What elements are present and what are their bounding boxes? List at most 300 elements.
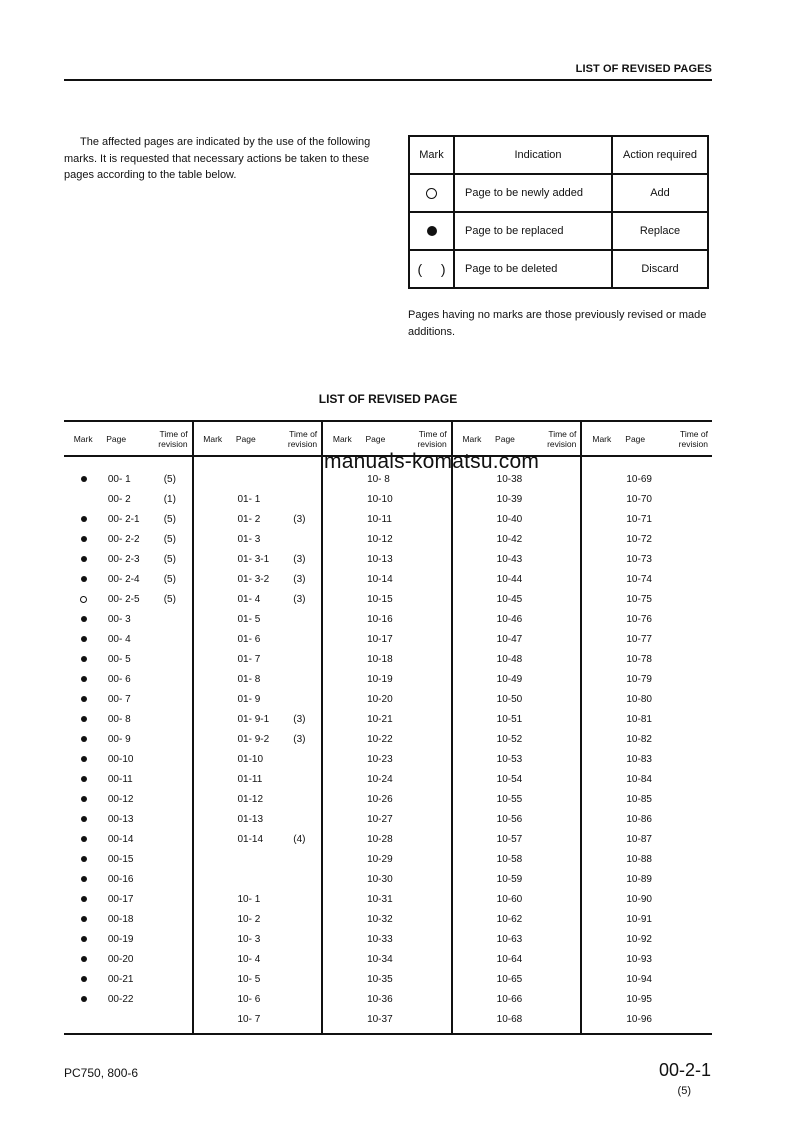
table-row — [323, 829, 451, 849]
table-row — [582, 729, 712, 749]
row-mark — [64, 676, 104, 682]
table-row — [194, 649, 322, 669]
row-mark — [64, 916, 104, 922]
table-row — [64, 989, 192, 1009]
row-page: 00- 6 — [107, 673, 131, 685]
row-page: 10-52 — [496, 733, 523, 745]
row-page: 10-20 — [367, 693, 393, 705]
footer-model: PC750, 800-6 — [64, 1066, 139, 1080]
row-time-of-revision: (5) — [163, 553, 176, 565]
row-mark — [64, 856, 104, 862]
table-row — [582, 829, 712, 849]
table-row — [194, 669, 322, 689]
row-time-of-revision: (1) — [163, 493, 176, 505]
table-row — [453, 809, 581, 829]
table-row — [194, 789, 322, 809]
row-page: 01-11 — [237, 773, 263, 785]
legend-indication: Page to be newly added — [454, 174, 612, 212]
filled-circle-icon — [81, 756, 87, 762]
row-time-of-revision: (4) — [293, 833, 306, 845]
legend-row — [409, 174, 708, 212]
list-column — [64, 422, 194, 1033]
row-time-of-revision: (5) — [163, 593, 176, 605]
row-page: 10-91 — [626, 913, 652, 925]
table-row — [64, 769, 192, 789]
table-row — [582, 489, 712, 509]
row-page: 00- 2-4 — [107, 573, 140, 585]
table-row — [194, 549, 322, 569]
table-row — [582, 609, 712, 629]
table-row — [323, 889, 451, 909]
table-row — [64, 709, 192, 729]
row-page: 10-32 — [367, 913, 393, 925]
table-row — [64, 489, 192, 509]
filled-circle-icon — [81, 996, 87, 1002]
row-page: 10-43 — [496, 553, 523, 565]
row-page: 10-36 — [367, 993, 393, 1005]
column-header — [194, 422, 322, 457]
row-mark — [64, 776, 104, 782]
footer-page-number: 00-2-1 — [658, 1060, 711, 1080]
table-row — [453, 589, 581, 609]
row-page: 10-89 — [626, 873, 652, 885]
row-page: 10-34 — [367, 953, 393, 965]
table-row — [194, 629, 322, 649]
table-row — [582, 949, 712, 969]
row-mark — [64, 636, 104, 642]
table-row — [453, 529, 581, 549]
table-row — [453, 709, 581, 729]
table-row — [194, 589, 322, 609]
row-page: 10-18 — [367, 653, 393, 665]
legend-row — [409, 250, 708, 288]
row-page: 00- 9 — [107, 733, 131, 745]
row-page: 10-88 — [626, 853, 652, 865]
row-page: 00- 4 — [107, 633, 131, 645]
row-page: 01- 3-1 — [237, 553, 270, 565]
table-row — [194, 489, 322, 509]
table-row — [323, 929, 451, 949]
table-row — [194, 829, 322, 849]
table-row — [64, 609, 192, 629]
row-page: 01-13 — [237, 813, 264, 825]
row-time-of-revision: (5) — [163, 573, 176, 585]
row-page: 10-10 — [367, 493, 393, 505]
table-row — [64, 569, 192, 589]
row-time-of-revision: (5) — [163, 533, 176, 545]
row-page: 10-44 — [496, 573, 523, 585]
row-page: 10-79 — [626, 673, 652, 685]
row-page: 10-95 — [626, 993, 652, 1005]
table-row — [64, 469, 192, 489]
row-mark — [64, 736, 104, 742]
row-page: 10-19 — [367, 673, 393, 685]
table-row — [194, 509, 322, 529]
row-page: 10-53 — [496, 753, 523, 765]
filled-circle-icon — [81, 616, 87, 622]
filled-circle-icon — [81, 956, 87, 962]
row-page: 00-10 — [107, 753, 134, 765]
row-page: 01- 9 — [237, 693, 261, 705]
row-time-of-revision: (3) — [293, 513, 306, 525]
header-mark: Mark — [462, 433, 482, 444]
row-time-of-revision: (3) — [293, 553, 306, 565]
row-page: 01- 3 — [237, 533, 261, 545]
table-row — [582, 469, 712, 489]
filled-circle-icon — [81, 936, 87, 942]
row-page: 10-23 — [367, 753, 393, 765]
header-divider — [64, 79, 712, 81]
filled-circle-icon — [81, 816, 87, 822]
table-row — [582, 709, 712, 729]
header-page: Page — [495, 433, 515, 444]
table-row — [453, 949, 581, 969]
filled-circle-icon — [81, 716, 87, 722]
table-row — [323, 709, 451, 729]
table-row — [453, 509, 581, 529]
table-row — [323, 989, 451, 1009]
table-row — [194, 909, 322, 929]
row-page: 00- 1 — [107, 473, 131, 485]
header-mark: Mark — [332, 433, 352, 444]
row-page: 10-87 — [626, 833, 652, 845]
table-row — [453, 849, 581, 869]
row-page: 00- 8 — [107, 713, 131, 725]
filled-circle-icon — [81, 676, 87, 682]
row-page: 10-42 — [496, 533, 523, 545]
table-row — [64, 509, 192, 529]
table-row — [323, 509, 451, 529]
table-row — [194, 869, 322, 889]
row-page: 10-86 — [626, 813, 652, 825]
row-page: 00-18 — [107, 913, 134, 925]
table-row — [64, 629, 192, 649]
row-time-of-revision: (3) — [293, 713, 306, 725]
table-row — [582, 669, 712, 689]
table-row — [453, 909, 581, 929]
row-page: 10-48 — [496, 653, 523, 665]
row-page: 10-17 — [367, 633, 393, 645]
row-page: 10-93 — [626, 953, 652, 965]
filled-circle-icon — [81, 556, 87, 562]
row-page: 10-60 — [496, 893, 523, 905]
row-mark — [64, 756, 104, 762]
table-row — [453, 789, 581, 809]
table-row — [453, 669, 581, 689]
row-mark — [64, 936, 104, 942]
table-row — [453, 729, 581, 749]
page-header-title: LIST OF REVISED PAGES — [575, 63, 712, 75]
parentheses-icon: ( ) — [417, 261, 446, 277]
table-row — [582, 789, 712, 809]
table-row — [323, 549, 451, 569]
row-page: 10-39 — [496, 493, 523, 505]
filled-circle-icon — [81, 796, 87, 802]
header-page: Page — [106, 433, 127, 444]
row-page: 01- 1 — [237, 493, 261, 505]
row-page: 10- 5 — [237, 973, 261, 985]
table-row — [64, 1009, 192, 1029]
table-row — [64, 549, 192, 569]
watermark: manuals-komatsu.com — [324, 450, 540, 473]
row-page: 01-10 — [237, 753, 264, 765]
row-page: 00- 3 — [107, 613, 131, 625]
table-row — [194, 929, 322, 949]
table-row — [64, 529, 192, 549]
row-page: 10-47 — [496, 633, 523, 645]
table-row — [453, 929, 581, 949]
legend-action: Discard — [612, 250, 708, 288]
header-time-of-revision: Time of revision — [547, 428, 577, 449]
row-time-of-revision: (3) — [293, 573, 306, 585]
row-page: 10-62 — [496, 913, 523, 925]
row-page: 10-29 — [367, 853, 393, 865]
row-page: 00-14 — [107, 833, 134, 845]
row-mark — [64, 836, 104, 842]
row-page: 10-40 — [496, 513, 523, 525]
table-row — [64, 809, 192, 829]
filled-circle-icon — [81, 836, 87, 842]
header-page: Page — [235, 433, 256, 444]
filled-circle-icon — [81, 896, 87, 902]
table-row — [323, 809, 451, 829]
table-row — [64, 909, 192, 929]
row-time-of-revision: (5) — [163, 473, 176, 485]
filled-circle-icon — [81, 476, 87, 482]
filled-circle-icon — [81, 736, 87, 742]
table-row — [194, 609, 322, 629]
row-page: 10-55 — [496, 793, 523, 805]
table-row — [194, 849, 322, 869]
row-mark — [64, 536, 104, 542]
row-page: 01- 8 — [237, 673, 261, 685]
table-row — [64, 829, 192, 849]
footer-revision: (5) — [677, 1085, 691, 1097]
row-page: 10-49 — [496, 673, 523, 685]
header-page: Page — [365, 433, 386, 444]
row-page: 10-45 — [496, 593, 523, 605]
table-row — [582, 889, 712, 909]
row-mark — [64, 876, 104, 882]
row-page: 10-13 — [367, 553, 393, 565]
row-page: 10-51 — [496, 713, 523, 725]
row-page: 10-70 — [626, 493, 652, 505]
row-page: 10- 2 — [237, 913, 261, 925]
table-row — [323, 749, 451, 769]
header-page: Page — [625, 433, 646, 444]
row-page: 10-24 — [367, 773, 393, 785]
row-page: 00-11 — [107, 773, 133, 785]
revised-pages-table — [64, 420, 712, 1035]
table-row — [194, 969, 322, 989]
table-row — [453, 609, 581, 629]
table-row — [64, 889, 192, 909]
row-page: 01- 6 — [237, 633, 261, 645]
row-mark — [64, 476, 104, 482]
table-row — [582, 689, 712, 709]
row-page: 10- 7 — [237, 1013, 261, 1025]
row-mark — [64, 696, 104, 702]
table-row — [64, 729, 192, 749]
table-row — [323, 849, 451, 869]
table-row — [582, 849, 712, 869]
header-time-of-revision: Time of revision — [678, 428, 708, 449]
table-row — [194, 529, 322, 549]
row-page: 10- 1 — [237, 893, 261, 905]
row-mark — [64, 616, 104, 622]
row-page: 01- 5 — [237, 613, 261, 625]
row-page: 00-15 — [107, 853, 134, 865]
legend-header-mark: Mark — [409, 136, 454, 174]
row-page: 00-20 — [107, 953, 134, 965]
legend-note: Pages having no marks are those previously revised or made additions. — [408, 309, 707, 338]
row-page: 00-17 — [107, 893, 134, 905]
row-page: 10-68 — [496, 1013, 523, 1025]
row-mark — [64, 816, 104, 822]
table-row — [194, 749, 322, 769]
filled-circle-icon — [81, 636, 87, 642]
row-page: 10-37 — [367, 1013, 393, 1025]
legend-header-action: Action required — [612, 136, 708, 174]
table-row — [194, 689, 322, 709]
row-mark — [64, 596, 104, 603]
column-header — [582, 422, 712, 457]
row-time-of-revision: (3) — [293, 733, 306, 745]
row-page: 00-19 — [107, 933, 134, 945]
row-mark — [64, 976, 104, 982]
table-row — [194, 569, 322, 589]
filled-circle-icon — [81, 516, 87, 522]
table-row — [453, 969, 581, 989]
legend-action: Replace — [612, 212, 708, 250]
column-header — [64, 422, 192, 457]
row-page: 01- 9-2 — [237, 733, 270, 745]
row-page: 01- 3-2 — [237, 573, 270, 585]
row-mark — [64, 896, 104, 902]
table-row — [582, 809, 712, 829]
row-page: 10-82 — [626, 733, 652, 745]
row-page: 10-57 — [496, 833, 523, 845]
table-row — [323, 489, 451, 509]
table-row — [323, 869, 451, 889]
table-row — [453, 1009, 581, 1029]
row-mark — [64, 556, 104, 562]
row-page: 10-21 — [367, 713, 393, 725]
filled-circle-icon — [427, 226, 437, 236]
table-row — [453, 749, 581, 769]
row-page: 01- 2 — [237, 513, 261, 525]
table-row — [453, 489, 581, 509]
table-row — [453, 769, 581, 789]
header-time-of-revision: Time of revision — [287, 428, 318, 449]
table-row — [64, 689, 192, 709]
legend-row — [409, 212, 708, 250]
row-page: 10-83 — [626, 753, 652, 765]
table-row — [323, 909, 451, 929]
row-page: 10-94 — [626, 973, 652, 985]
row-page: 00- 7 — [107, 693, 131, 705]
table-row — [194, 709, 322, 729]
row-page: 01- 4 — [237, 593, 261, 605]
row-page: 10-31 — [367, 893, 393, 905]
row-page: 10-46 — [496, 613, 523, 625]
table-row — [453, 629, 581, 649]
row-time-of-revision: (3) — [293, 593, 306, 605]
row-page: 00-13 — [107, 813, 134, 825]
filled-circle-icon — [81, 856, 87, 862]
table-row — [453, 549, 581, 569]
filled-circle-icon — [81, 916, 87, 922]
table-row — [323, 649, 451, 669]
row-page: 10- 3 — [237, 933, 261, 945]
row-mark — [64, 656, 104, 662]
row-page: 10- 4 — [237, 953, 261, 965]
legend-action: Add — [612, 174, 708, 212]
table-row — [323, 569, 451, 589]
legend-indication: Page to be deleted — [454, 250, 612, 288]
row-page: 10-63 — [496, 933, 523, 945]
header-mark: Mark — [73, 433, 93, 444]
row-page: 00-16 — [107, 873, 134, 885]
table-row — [64, 649, 192, 669]
row-page: 10-92 — [626, 933, 652, 945]
table-row — [582, 749, 712, 769]
table-row — [64, 949, 192, 969]
table-row — [64, 789, 192, 809]
row-page: 00-12 — [107, 793, 134, 805]
filled-circle-icon — [81, 876, 87, 882]
row-mark — [64, 956, 104, 962]
legend-header-indication: Indication — [454, 136, 612, 174]
row-page: 10-35 — [367, 973, 393, 985]
row-page: 10-71 — [626, 513, 652, 525]
list-column — [582, 422, 712, 1033]
row-page: 00- 2-1 — [107, 513, 140, 525]
table-row — [453, 869, 581, 889]
legend-header-row — [409, 136, 708, 174]
row-page: 01-12 — [237, 793, 264, 805]
table-row — [323, 789, 451, 809]
table-row — [64, 869, 192, 889]
row-mark — [64, 516, 104, 522]
row-page: 00-22 — [107, 993, 134, 1005]
table-row — [194, 989, 322, 1009]
table-row — [582, 629, 712, 649]
table-row — [323, 529, 451, 549]
table-row — [582, 569, 712, 589]
table-row — [323, 969, 451, 989]
table-row — [582, 909, 712, 929]
table-row — [582, 1009, 712, 1029]
filled-circle-icon — [81, 776, 87, 782]
revised-list-title: LIST OF REVISED PAGE — [318, 392, 458, 406]
row-page: 10-22 — [367, 733, 393, 745]
row-mark — [64, 796, 104, 802]
row-page: 00- 5 — [107, 653, 131, 665]
table-row — [64, 849, 192, 869]
row-page: 10-74 — [626, 573, 652, 585]
row-page: 10-73 — [626, 553, 652, 565]
table-row — [323, 949, 451, 969]
row-page: 10-77 — [626, 633, 652, 645]
row-page: 10-54 — [496, 773, 523, 785]
table-row — [582, 929, 712, 949]
table-row — [453, 569, 581, 589]
list-column — [194, 422, 324, 1033]
filled-circle-icon — [81, 656, 87, 662]
table-row — [323, 689, 451, 709]
filled-circle-icon — [81, 976, 87, 982]
